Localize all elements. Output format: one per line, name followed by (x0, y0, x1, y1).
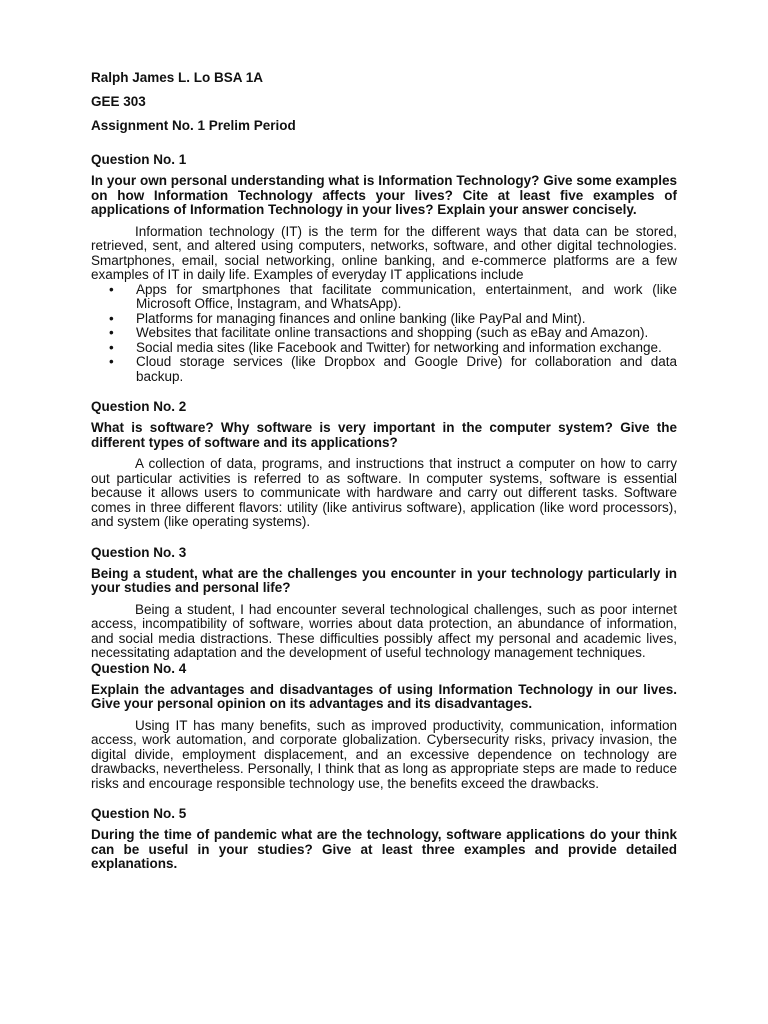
question-1-prompt: In your own personal understanding what is Information Technology? Give some examples on how Information Technology affects your lives? Cite at least five examples of applications of Information Technology in your lives? Explain your answer concisely. (91, 173, 677, 217)
bullet-icon: • (109, 339, 114, 355)
list-item (109, 325, 677, 341)
bullet-icon: • (109, 325, 114, 340)
list-item (109, 310, 677, 327)
bullet-icon: • (109, 354, 114, 369)
spacer (91, 791, 677, 806)
question-1-answer: Information technology (IT) is the term for the different ways that data can be stored, retrieved, sent, and altered using computers, networks, software, and other digital technologies. Smartphones, email, social networking, online banking, and e-commerce platforms are a few examples of IT in daily life. Examples of everyday IT applications include (91, 223, 677, 282)
list-item-text: Platforms for managing finances and online banking (like PayPal and Mint). (136, 310, 586, 326)
question-3-answer: Being a student, I had encounter several technological challenges, such as poor internet access, incompatibility of software, worries about data protection, an abundance of information, and social media distractions. These difficulties possibly affect my personal and academic lives, necessitating adaptation and the development of useful technology management techniques. (91, 601, 677, 660)
question-2-answer: A collection of data, programs, and instructions that instruct a computer on how to carry out particular activities is referred to as software. In computer systems, software is essential because it allows users to communicate with hardware and carry out different tasks. Software comes in three different flavors: utility (like antivirus software), application (like word processors), and system (like operating systems). (91, 456, 677, 529)
document-content (91, 70, 677, 879)
question-4 (91, 661, 677, 792)
list-item-text: Social media sites (like Facebook and Twitter) for networking and information exchange. (136, 339, 662, 355)
question-1-title: Question No. 1 (91, 152, 187, 167)
question-2 (91, 399, 677, 530)
list-item-text: Cloud storage services (like Dropbox and Google Drive) for collaboration and data backup. (136, 354, 677, 384)
list-item-text: Websites that facilitate online transactions and shopping (such as eBay and Amazon). (136, 325, 649, 340)
question-4-answer: Using IT has many benefits, such as improved productivity, communication, information access, work automation, and corporate globalization. Cybersecurity risks, privacy invasion, the digital divide, employment displacement, and an excessive dependence on technology are drawbacks, nevertheless. Personally, I think that as long as appropriate steps are made to reduce risks and encourage responsible technology use, the benefits exceed the drawbacks. (91, 717, 677, 791)
question-2-title: Question No. 2 (91, 399, 187, 414)
list-item (109, 281, 677, 312)
spacer (91, 384, 677, 399)
list-item (109, 354, 677, 384)
question-4-prompt: Explain the advantages and disadvantages of using Information Technology in our lives. Give your personal opinion on its advantages and its disadvantages. (91, 681, 677, 711)
list-item-text: Apps for smartphones that facilitate communication, entertainment, and work (like Microsoft Office, Instagram, and WhatsApp). (136, 281, 677, 311)
question-3-prompt: Being a student, what are the challenges you encounter in your technology particularly in your studies and personal life? (91, 565, 677, 595)
it-applications-list (91, 283, 677, 385)
question-3-title: Question No. 3 (91, 544, 187, 560)
question-1 (91, 152, 677, 384)
question-4-title: Question No. 4 (91, 660, 187, 676)
question-5-prompt: During the time of pandemic what are the technology, software applications do your think can be useful in your studies? Give at least three examples and provide detailed explanations. (91, 827, 677, 871)
assignment-title: Assignment No. 1 Prelim Period (91, 118, 296, 133)
student-name-line: Ralph James L. Lo BSA 1A (91, 70, 264, 85)
question-2-prompt: What is software? Why software is very important in the computer system? Give the different types of software and its applications? (91, 420, 677, 450)
list-item (109, 339, 677, 356)
bullet-icon: • (109, 310, 114, 326)
bullet-icon: • (109, 281, 114, 297)
question-3 (91, 545, 677, 661)
question-5-title: Question No. 5 (91, 806, 187, 821)
course-code: GEE 303 (91, 94, 146, 109)
question-5 (91, 806, 677, 872)
spacer (91, 530, 677, 545)
